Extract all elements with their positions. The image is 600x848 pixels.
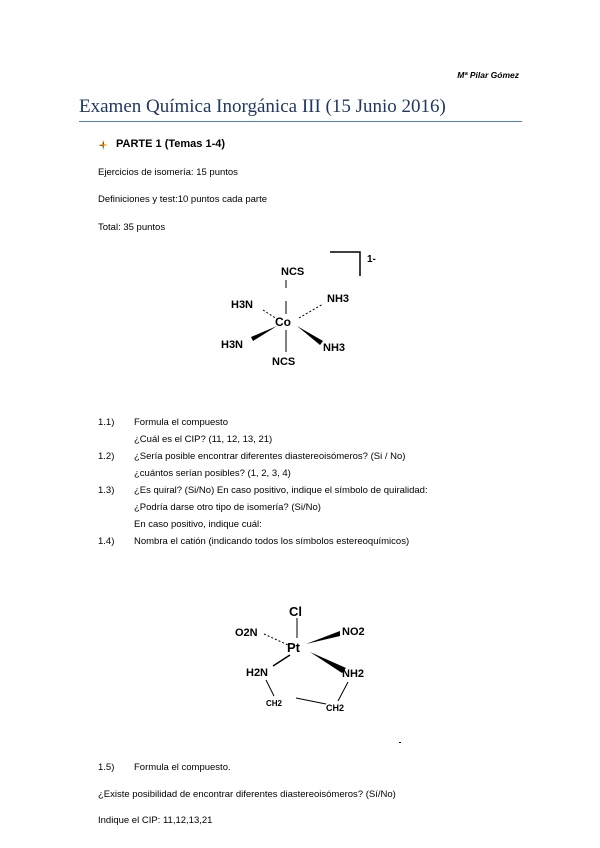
stray-dot: [399, 742, 401, 743]
ligand-h2n-lower-left: H2N: [246, 667, 269, 679]
metal-center-co: Co: [275, 315, 291, 329]
platinum-complex-structure: [228, 600, 388, 720]
part1-line-isomeria: Ejercicios de isomería: 15 puntos: [98, 167, 238, 178]
ligand-ncs-top: NCS: [281, 266, 305, 278]
question-number: 1.3): [98, 485, 115, 496]
question-number: 1.5): [98, 762, 115, 773]
part1-line-total: Total: 35 puntos: [98, 222, 166, 233]
question-number: 1.4): [98, 536, 115, 547]
part1-heading: PARTE 1 (Temas 1-4): [116, 138, 226, 150]
ligand-o2n-upper-left: O2N: [235, 627, 258, 639]
ligand-cl-top: Cl: [289, 604, 302, 619]
question-line: Formula el compuesto.: [134, 762, 231, 773]
complex-charge: 1-: [367, 254, 376, 265]
ligand-nh3-upper-right: NH3: [327, 293, 350, 305]
ligand-ch2-left: CH2: [266, 699, 283, 708]
bracket: [330, 252, 360, 276]
question-line: ¿Es quiral? (Si/No) En caso positivo, indique el símbolo de quiralidad:: [134, 485, 428, 496]
question-line: ¿Sería posible encontrar diferentes diastereoisómeros? (Si / No): [134, 451, 406, 462]
question-line: ¿Cuál es el CIP? (11, 12, 13, 21): [134, 434, 273, 445]
question-line: Formula el compuesto: [134, 417, 228, 428]
author: Mª Pilar Gómez: [457, 70, 519, 80]
question-line: En caso positivo, indique cuál:: [134, 519, 262, 530]
question-line: ¿Podría darse otro tipo de isomería? (Si/No): [134, 502, 321, 513]
ligand-no2-upper-right: NO2: [342, 626, 365, 638]
question-line: ¿cuántos serían posibles? (1, 2, 3, 4): [134, 468, 291, 479]
diastereoisomer-question: ¿Existe posibilidad de encontrar diferentes diastereoisómeros? (Sí/No): [98, 789, 396, 800]
cobalt-complex-structure: [215, 248, 390, 373]
part1-line-definiciones: Definiciones y test:10 puntos cada parte: [98, 194, 267, 205]
ligand-ncs-bottom: NCS: [272, 356, 296, 368]
page-title: Examen Química Inorgánica III (15 Junio 2016): [79, 96, 446, 117]
ligand-ch2-right: CH2: [326, 703, 345, 713]
metal-center-pt: Pt: [287, 640, 300, 655]
ligand-h3n-lower-left: H3N: [221, 339, 244, 351]
ligand-nh2-lower-right: NH2: [342, 668, 365, 680]
title-underline: [79, 121, 522, 122]
question-number: 1.2): [98, 451, 115, 462]
ligand-nh3-lower-right: NH3: [323, 342, 346, 354]
question-number: 1.1): [98, 417, 115, 428]
ligand-h3n-upper-left: H3N: [231, 299, 254, 311]
cip-question: Indique el CIP: 11,12,13,21: [98, 815, 213, 826]
question-line: Nombra el catión (indicando todos los símbolos estereoquímicos): [134, 536, 410, 547]
bullet-icon: [98, 140, 108, 150]
